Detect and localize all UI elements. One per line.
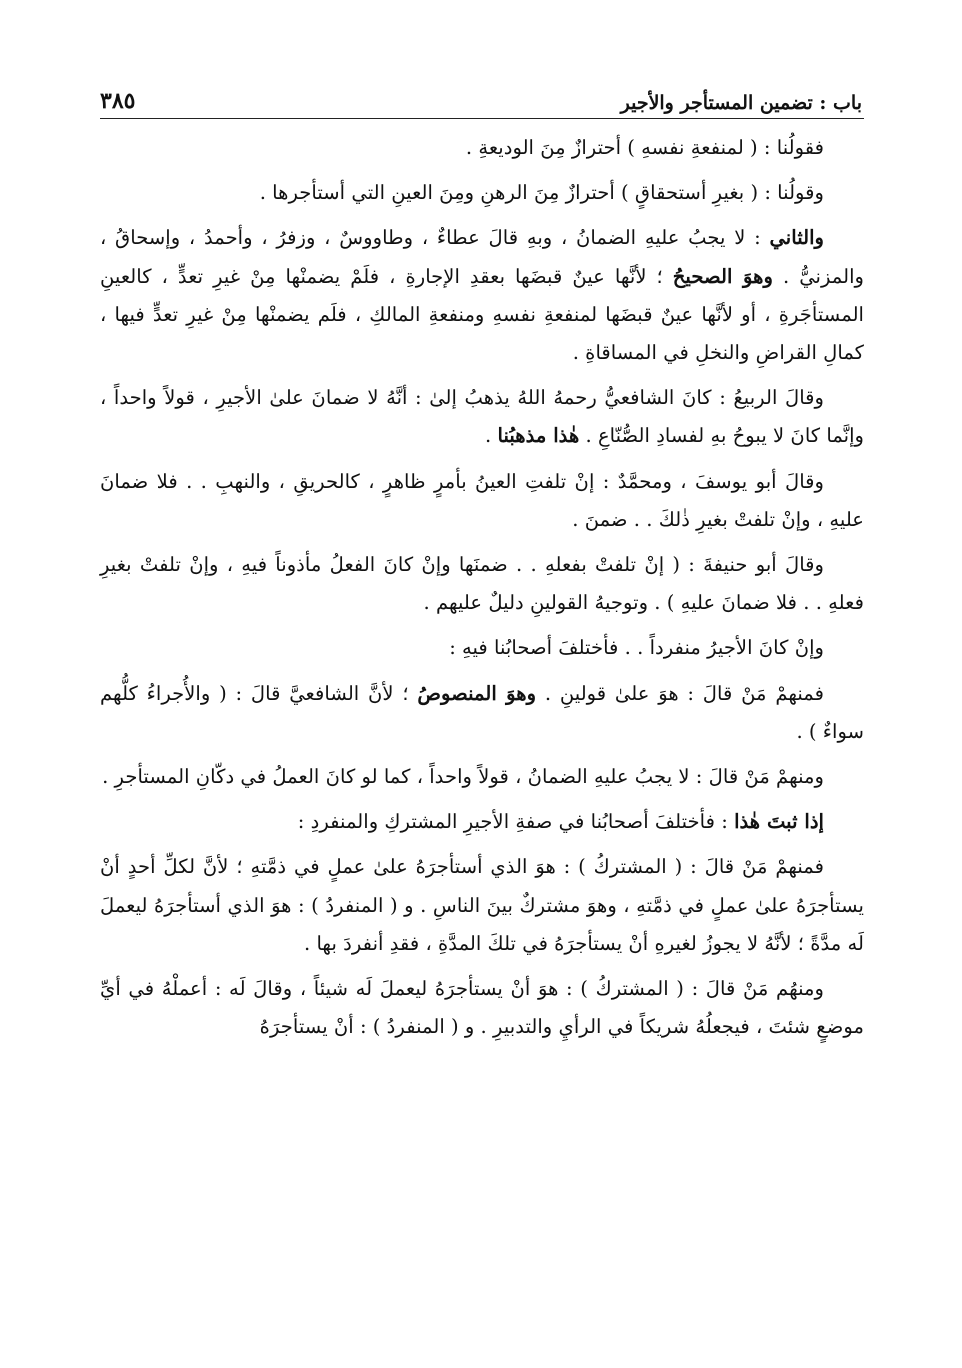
paragraph-1: فقولُنا : ( لمنفعةِ نفسهِ ) أحترازٌ مِنَ الوديعةِ . [465,136,824,159]
bold-label: وهوَ المنصوصُ [417,681,537,705]
page-body [100,129,864,1046]
running-title: باب : تضمين المستأجر والأجير [620,92,862,114]
paragraph-11: فمنهمْ مَنْ قالَ : ( المشتركُ ) : هوَ الذي أستأجرَهُ علىٰ عملٍ في ذمَّتهِ ؛ لأنَّ لكلِّ أحدٍ أنْ يستأجرَهُ علىٰ عملٍ في ذمَّتهِ ، وهوَ مشتركٌ بينَ الناسِ . و ( المنفردُ ) : هوَ الذي أستأجرَهُ ليعملَ لَه مدَّةً ؛ لأنَّهُ لا يجوزُ لغيرهِ أنْ يستأجرَهُ في تلكَ المدَّةِ ، فقدِ أنفردَ بها . [100,855,864,955]
paragraph-8: فمنهمْ مَنْ قالَ : هوَ علىٰ قولينِ . وهوَ المنصوصُ ؛ لأنَّ الشافعيَّ قالَ : ( والأُجراءُ كلُّهم سواءٌ ) . [100,681,864,743]
bold-label: وهوَ الصحيحُ [672,264,773,288]
page-number: ٣٨٥ [100,88,136,114]
paragraph-9: ومنهمْ مَنْ قالَ : لا يجبُ عليهِ الضمانُ ، قولاً واحداً ، كما لو كانَ العملُ في دكّانِ المستأجرِ . [102,765,824,789]
paragraph-6: وقالَ أبو حنيفةَ : ( إنْ تلفتْ بفعلهِ . . ضمنَها وإنْ كانَ الفعلُ مأذوناً فيهِ ، وإنْ تلفتْ بغيرِ فعلهِ . . فلا ضمانَ عليهِ ) . وتوجيهُ القولينِ دليلٌ عليهم . [100,553,864,615]
bold-label: هٰذا مذهبُنا [497,424,580,448]
bold-label: والثاني [769,226,824,250]
bold-label: إذا ثبتَ هٰذا [734,810,824,834]
paragraph-7: وإنْ كانَ الأجيرُ منفرداً . . فأختلفَ أصحابُنا فيهِ : [449,636,824,660]
paragraph-4: وقالَ الربيعُ : كانَ الشافعيُّ رحمهُ اللهُ يذهبُ إلىٰ : أنَّهُ لا ضمانَ علىٰ الأجيرِ ، قولاً واحداً ، وإنَّما كانَ لا يبوحُ بهِ لفسادِ الصُّنّاعِ . هٰذا مذهبُنا . [100,386,864,448]
paragraph-2: وقولُنا : ( بغيرِ أستحقاقٍ ) أحترازٌ مِنَ الرهنِ ومِنَ العينِ التي أستأجرها . [259,181,824,205]
paragraph-5: وقالَ أبو يوسفَ ، ومحمَّدٌ : إنْ تلفتِ العينُ بأمرٍ ظاهرٍ ، كالحريقِ ، والنهبِ . . فلا ضمانَ عليهِ ، وإنْ تلفتْ بغيرِ ذٰلكَ . . ضمنَ . [100,469,864,531]
paragraph-3: والثاني : لا يجبُ عليهِ الضمانُ ، وبهِ قالَ عطاءٌ ، وطاووسٌ ، وزفرُ ، وأحمدُ ، وإسحاقُ ، والمزنيُّ . وهوَ الصحيحُ ؛ لأنَّها عينٌ قبضَها بعقدِ الإجارةِ ، فلَمْ يضمنْها مِنْ غيرِ تعدٍّ ، كالعينِ المستأجَرةِ ، أو لأنَّها عينٌ قبضَها لمنفعةِ نفسهِ ومنفعةِ المالكِ ، فلَم يضمنْها مِنْ غيرِ تعدٍّ فيها ، كمالِ القراضِ والنخلِ في المساقاةِ . [100,226,865,365]
page-header [100,80,864,119]
paragraph-12: ومنهُم مَنْ قالَ : ( المشتركُ ) : هوَ أنْ يستأجرَهُ ليعملَ لَه شيئاً ، وقالَ لَه : أعملْهُ في أيِّ موضعٍ شئتَ ، فيجعلُهُ شريكاً في الرأيِ والتدبيرِ . و ( المنفردُ ) : أنْ يستأجرَهُ [100,977,864,1039]
paragraph-10: إذا ثبتَ هٰذا : فأختلفَ أصحابُنا في صفةِ الأجيرِ المشتركِ والمنفردِ : [297,810,824,834]
